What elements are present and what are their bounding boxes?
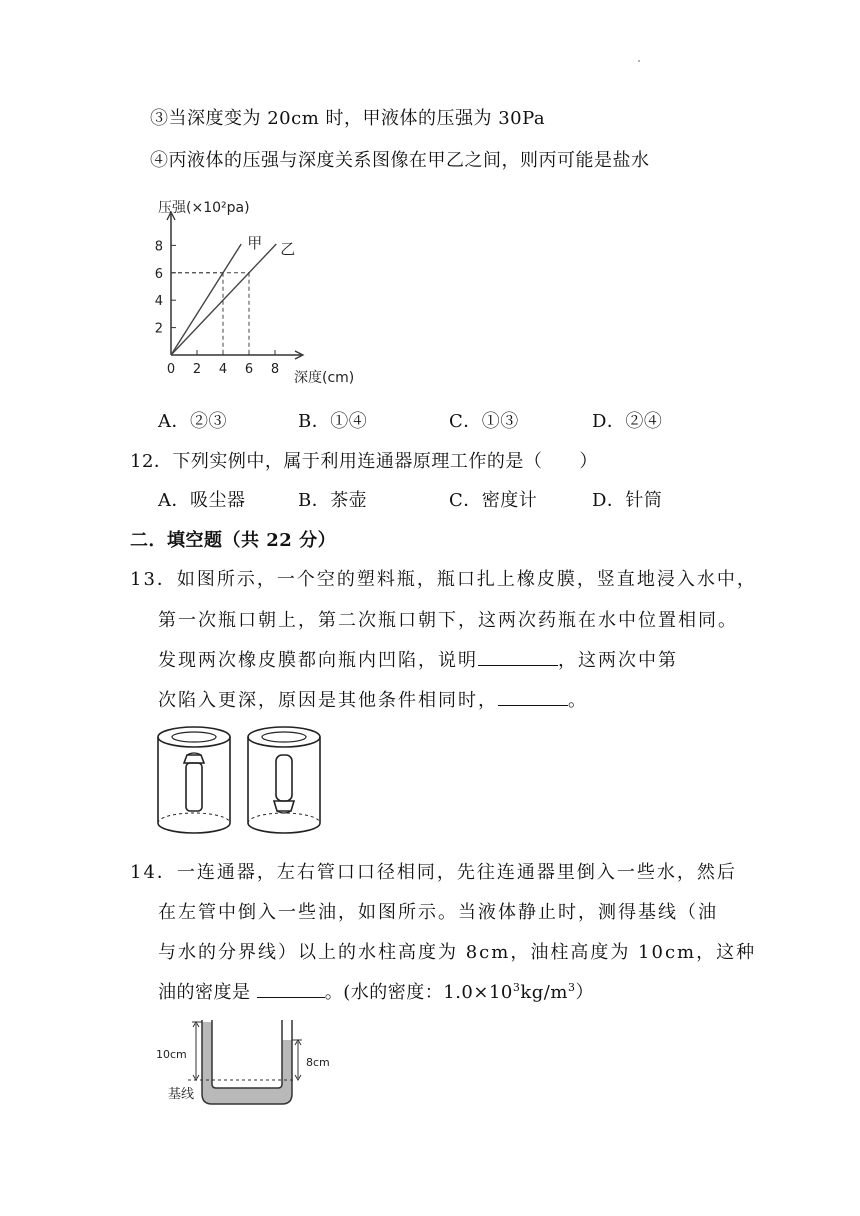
q13-line-3-b: ，这两次中第 xyxy=(558,650,678,671)
x-tick-label: 0 xyxy=(166,362,176,377)
q12-choice-b: B．茶壶 xyxy=(298,490,368,511)
x-tick-label: 2 xyxy=(192,362,202,377)
y-tick-label: 4 xyxy=(154,294,163,310)
y-tick-label: 8 xyxy=(154,239,163,255)
oil-height-label: 10cm xyxy=(156,1048,187,1061)
series-line-1 xyxy=(171,244,241,355)
q12-stem: 12．下列实例中，属于利用连通器原理工作的是（ ） xyxy=(130,451,598,472)
q14-line-4 xyxy=(158,978,594,1004)
q11-choice-b: B．①④ xyxy=(298,411,368,432)
option-4-text: ④丙液体的压强与深度关系图像在甲乙之间，则丙可能是盐水 xyxy=(150,150,650,171)
x-tick-label: 8 xyxy=(270,362,280,377)
q13-line-4-b: 。 xyxy=(568,690,588,711)
series-line-2 xyxy=(171,244,276,355)
q14-blank[interactable] xyxy=(257,979,325,998)
q13-blank-2[interactable] xyxy=(498,687,568,706)
q14-line-4-b: 。(水的密度：1.0×10 xyxy=(324,982,513,1003)
q11-choice-d: D．②④ xyxy=(592,411,663,432)
jar-left xyxy=(158,727,230,833)
y-tick-label: 6 xyxy=(154,266,163,282)
q13-line-3 xyxy=(158,646,678,672)
q13-line-4-a: 次陷入更深，原因是其他条件相同时， xyxy=(158,690,498,711)
q13-line-1: 13．如图所示，一个空的塑料瓶，瓶口扎上橡皮膜，竖直地浸入水中， xyxy=(130,569,757,590)
q14-exponent-1: 3 xyxy=(512,981,521,994)
q13-line-4 xyxy=(158,686,588,712)
y-tick-label: 2 xyxy=(154,321,163,337)
bottle-in-water-figure xyxy=(154,723,334,843)
page-dot xyxy=(638,60,640,62)
jar-right xyxy=(248,727,320,833)
water-height-label: 8cm xyxy=(306,1056,330,1069)
pressure-depth-chart xyxy=(150,186,370,396)
q11-choice-c: C．①③ xyxy=(449,411,519,432)
q13-blank-1[interactable] xyxy=(478,647,558,666)
q13-line-3-a: 发现两次橡皮膜都向瓶内凹陷，说明 xyxy=(158,650,478,671)
q11-choice-a: A．②③ xyxy=(158,411,227,432)
chart-ylabel: 压强(×10²pa) xyxy=(158,200,250,216)
option-3-text: ③当深度变为 20cm 时，甲液体的压强为 30Pa xyxy=(150,108,546,129)
q14-line-4-d: ） xyxy=(575,982,594,1003)
x-tick-label: 4 xyxy=(218,362,228,377)
series-label-2: 乙 xyxy=(280,240,296,259)
q14-line-4-c: kg/m xyxy=(520,982,568,1003)
q12-choice-a: A．吸尘器 xyxy=(158,490,246,511)
q14-line-3: 与水的分界线）以上的水柱高度为 8cm，油柱高度为 10cm，这种 xyxy=(158,942,757,963)
q14-exponent-2: 3 xyxy=(567,981,576,994)
q14-line-1: 14．一连通器，左右管口口径相同，先往连通器里倒入一些水，然后 xyxy=(130,862,737,883)
q14-line-4-a: 油的密度是 xyxy=(158,982,257,1003)
series-label-1: 甲 xyxy=(247,234,263,253)
chart-xlabel: 深度(cm) xyxy=(294,370,355,386)
x-tick-label: 6 xyxy=(244,362,254,377)
q12-choice-d: D．针筒 xyxy=(592,490,663,511)
section-2-heading: 二．填空题（共 22 分） xyxy=(130,530,337,551)
baseline-label: 基线 xyxy=(168,1087,195,1102)
q13-line-2: 第一次瓶口朝上，第二次瓶口朝下，这两次药瓶在水中位置相同。 xyxy=(158,610,738,631)
u-tube-figure xyxy=(154,1018,344,1110)
q12-choice-c: C．密度计 xyxy=(449,490,538,511)
q14-line-2: 在左管中倒入一些油，如图所示。当液体静止时，测得基线（油 xyxy=(158,902,718,923)
